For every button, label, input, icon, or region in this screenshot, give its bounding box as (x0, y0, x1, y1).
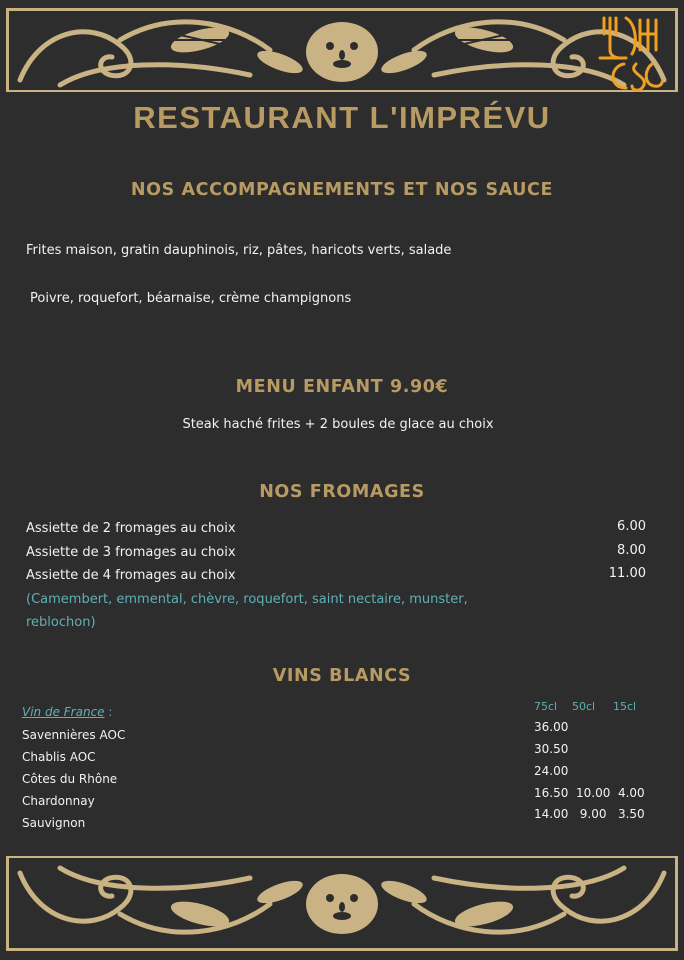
wine-name: Chablis AOC (22, 750, 96, 764)
cheese-varieties-note-cont: reblochon) (26, 615, 96, 630)
cheese-varieties-note: (Camembert, emmental, chèvre, roquefort, saint nectaire, munster, (26, 592, 468, 607)
top-ornament-border (0, 0, 684, 100)
cheese-item-price: 6.00 (617, 519, 646, 534)
wine-origin-colon: : (104, 705, 113, 719)
wine-origin-label (22, 705, 112, 719)
cheese-heading: NOS FROMAGES (259, 482, 425, 502)
wine-name: Savennières AOC (22, 728, 126, 742)
cheese-item-label: Assiette de 4 fromages au choix (26, 568, 236, 583)
wine-prices: 30.50 (534, 742, 569, 756)
wine-origin-text: Vin de France (22, 705, 105, 719)
kids-menu-description: Steak haché frites + 2 boules de glace au choix (182, 417, 494, 432)
fork-knife-logo-icon (596, 14, 666, 92)
wine-name: Côtes du Rhône (22, 772, 118, 786)
accompaniments-heading: NOS ACCOMPAGNEMENTS ET NOS SAUCE (130, 180, 554, 200)
column-header-50cl: 50cl (572, 700, 596, 713)
wine-name: Chardonnay (22, 794, 95, 808)
cheese-item-price: 11.00 (608, 566, 646, 581)
kids-menu-heading: MENU ENFANT 9.90€ (235, 377, 449, 397)
restaurant-title: RESTAURANT L'IMPRÉVU (133, 100, 551, 135)
wine-prices: 36.00 (534, 720, 569, 734)
cheese-item-label: Assiette de 3 fromages au choix (26, 545, 236, 560)
column-header-15cl: 15cl (613, 700, 637, 713)
white-wines-heading: VINS BLANCS (272, 666, 412, 686)
column-header-75cl: 75cl (534, 700, 558, 713)
wine-prices: 16.50 10.00 4.00 (534, 786, 645, 800)
sauces-list: Poivre, roquefort, béarnaise, crème champignons (30, 291, 352, 306)
cheese-item-price: 8.00 (617, 543, 646, 558)
bottom-ornament-border (0, 848, 684, 960)
wine-prices: 14.00 9.00 3.50 (534, 807, 645, 821)
sides-list: Frites maison, gratin dauphinois, riz, pâtes, haricots verts, salade (26, 243, 452, 258)
wine-prices: 24.00 (534, 764, 569, 778)
wine-name: Sauvignon (22, 816, 86, 830)
cheese-item-label: Assiette de 2 fromages au choix (26, 521, 236, 536)
